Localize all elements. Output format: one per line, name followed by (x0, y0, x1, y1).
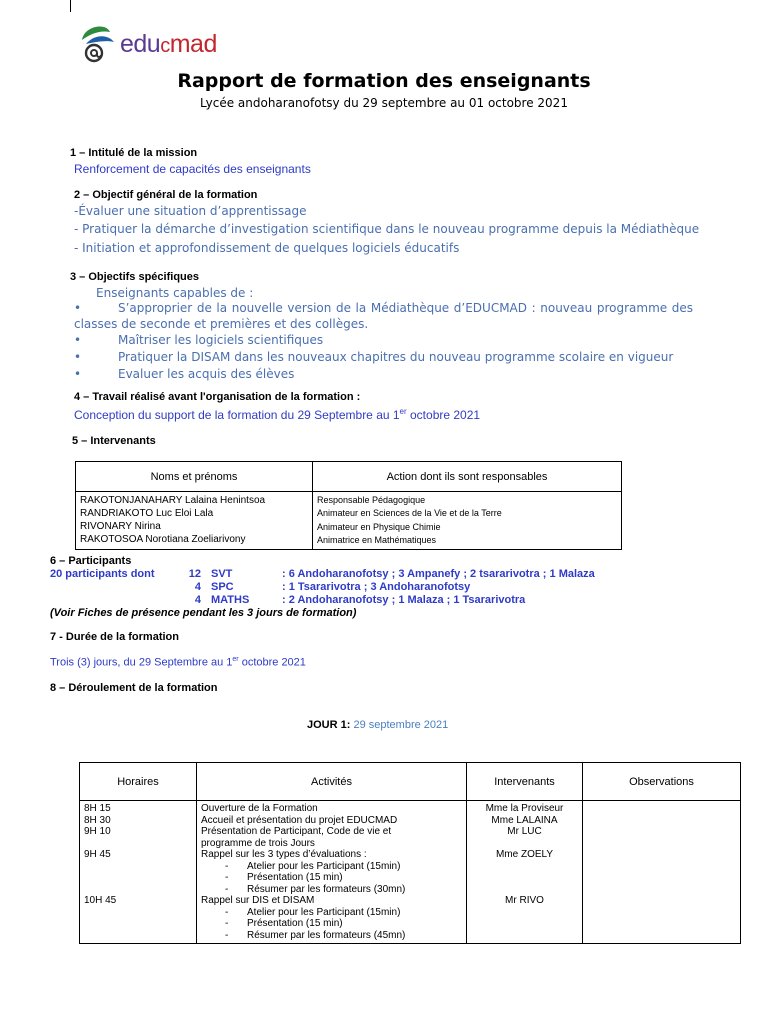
logo-part-mad: mad (169, 30, 217, 58)
schedule-header-row (80, 763, 741, 801)
activity-subitem-text: Résumer par les formateurs (30mn) (247, 883, 406, 895)
activity-dash: - (225, 883, 229, 895)
section-3-bullet-1: • (74, 301, 82, 315)
intervenant-action: Responsable Pédagogique (317, 495, 426, 505)
schedule-observations-cell (583, 801, 741, 944)
schedule-time (84, 838, 192, 850)
section-4-text-b: octobre 2021 (406, 408, 481, 422)
activity-subitem-text: Résumer par les formateurs (45mn) (247, 929, 406, 941)
schedule-time (84, 930, 192, 942)
intervenants-table (75, 461, 622, 550)
section-7-text (50, 656, 306, 669)
activity-dash: - (225, 872, 229, 883)
participants-detail-spc: : 1 Tsararivotra ; 3 Andoharanofotsy (282, 581, 471, 593)
document-subtitle: Lycée andoharanofotsy du 29 septembre au 01 octobre 2021 (200, 96, 568, 110)
intervenant-name: RANDRIAKOTO Luc Eloi Lala (80, 508, 214, 519)
schedule-col-observations: Observations (583, 763, 741, 801)
participants-subject-spc: SPC (211, 581, 234, 593)
activity-item: Ouverture de la Formation (201, 803, 318, 814)
intervenants-actions-cell (313, 492, 622, 550)
schedule-time (84, 861, 192, 873)
activity-subitem (201, 884, 462, 896)
intervenant-name: RAKOTOSOA Norotiana Zoeliarivony (80, 534, 246, 545)
activity-subitem-text: Présentation (15 min) (247, 872, 343, 883)
schedule-intervenant: Mme LALAINA (491, 814, 558, 826)
section-7-heading: 7 - Durée de la formation (50, 631, 179, 643)
section-3-item-1b: classes de seconde et premières et des collèges. (74, 317, 369, 331)
section-7-text-b: octobre 2021 (238, 656, 306, 669)
educmad-logo-icon (76, 22, 122, 68)
section-2-line-2: - Pratiquer la démarche d’investigation scientifique dans le nouveau programme depuis la Médiathèque (74, 222, 700, 236)
section-3-item-1a: S’approprier de la nouvelle version de la Médiathèque d’EDUCMAD : nouveau programme des (118, 301, 693, 315)
schedule-time (84, 918, 192, 930)
schedule-activities-cell (197, 801, 467, 944)
schedule-intervenant (471, 930, 578, 942)
activity-item: Accueil et présentation du projet EDUCMAD (201, 814, 398, 826)
activity-item: Rappel sur les 3 types d’évaluations : (201, 849, 367, 860)
section-3-heading: 3 – Objectifs spécifiques (70, 271, 199, 283)
section-8-heading: 8 – Déroulement de la formation (50, 682, 218, 694)
participants-detail-maths: : 2 Andoharanofotsy ; 1 Malaza ; 1 Tsararivotra (282, 594, 526, 606)
schedule-time (84, 872, 192, 884)
section-3-item-2: Maîtriser les logiciels scientifiques (118, 333, 324, 347)
section-7-text-a: Trois (3) jours, du 29 Septembre au 1 (50, 656, 233, 669)
schedule-time: 8H 15 (84, 803, 111, 814)
document-title: Rapport de formation des enseignants (177, 70, 591, 92)
activity-subitem (201, 861, 462, 873)
intervenants-body-row (76, 492, 622, 550)
section-4-heading: 4 – Travail réalisé avant l'organisation de la formation : (74, 391, 361, 403)
participants-count-svt: 12 (188, 568, 201, 580)
day-1-label (307, 719, 448, 731)
activity-subitem (201, 872, 462, 884)
schedule-body-row (80, 801, 741, 944)
section-4-sup: er (399, 407, 407, 416)
schedule-time (84, 884, 192, 896)
logo-wordmark (120, 30, 217, 59)
activity-dash: - (225, 918, 229, 929)
section-4-text-a: Conception du support de la formation du 29 Septembre au 1 (74, 408, 400, 422)
schedule-intervenant (471, 872, 578, 884)
intervenant-action: Animateur en Physique Chimie (317, 521, 441, 532)
section-2-line-3: - Initiation et approfondissement de quelques logiciels éducatifs (74, 241, 460, 255)
intervenant-action: Animateur en Sciences de la Vie et de la Terre (317, 508, 502, 519)
activity-item: Rappel sur DIS et DISAM (201, 895, 315, 906)
schedule-intervenant: Mr RIVO (505, 895, 544, 906)
section-3-intro: Enseignants capables de : (96, 286, 254, 300)
schedule-col-intervenants: Intervenants (467, 763, 583, 801)
activity-subitem (201, 930, 462, 942)
activity-dash: - (225, 860, 229, 872)
intervenant-name: RIVONARY Nirina (80, 521, 161, 532)
intervenants-header-row (76, 462, 622, 492)
section-4-text (74, 407, 480, 422)
logo-part-c: c (160, 35, 170, 57)
schedule-table (79, 762, 741, 944)
section-3-bullet-3: • (74, 350, 82, 364)
participants-total: 20 participants dont (50, 568, 155, 580)
activity-item: programme de trois Jours (201, 837, 315, 849)
activity-subitem (201, 907, 462, 919)
schedule-time: 10H 45 (84, 895, 117, 906)
participants-detail-svt: : 6 Andoharanofotsy ; 3 Ampanefy ; 2 tsararivotra ; 1 Malaza (282, 568, 595, 580)
section-7-sup: er (232, 656, 239, 663)
schedule-col-activites: Activités (197, 763, 467, 801)
schedule-time: 8H 30 (84, 814, 111, 826)
activity-subitem (201, 918, 462, 930)
section-3-item-4: Evaluer les acquis des élèves (118, 367, 295, 381)
intervenants-col-names: Noms et prénoms (76, 462, 313, 492)
activity-dash: - (225, 929, 229, 941)
activity-subitem-text: Présentation (15 min) (247, 918, 343, 929)
schedule-intervenant: Mr LUC (507, 826, 542, 837)
intervenants-names-cell (76, 492, 313, 550)
schedule-intervenant: Mme ZOELY (495, 849, 554, 860)
participants-note: (Voir Fiches de présence pendant les 3 jours de formation) (50, 607, 357, 619)
section-2-line-1: -Évaluer une situation d’apprentissage (74, 204, 307, 218)
participants-count-spc: 4 (194, 581, 201, 593)
activity-subitem-text: Atelier pour les Participant (15min) (247, 860, 401, 872)
section-5-heading: 5 – Intervenants (72, 435, 156, 447)
schedule-intervenant: Mme la Proviseur (485, 803, 564, 814)
schedule-intervenant (471, 918, 578, 930)
section-1-text: Renforcement de capacités des enseignants (74, 162, 311, 176)
day-1-date: 29 septembre 2021 (350, 719, 449, 731)
intervenants-col-actions: Action dont ils sont responsables (313, 462, 622, 492)
activity-dash: - (225, 906, 229, 918)
schedule-intervenant (471, 907, 578, 919)
activity-item: Présentation de Participant, Code de vie et (201, 826, 392, 837)
logo-part-edu: edu (120, 30, 161, 58)
schedule-time: 9H 45 (84, 849, 111, 860)
participants-count-maths: 4 (194, 594, 201, 606)
section-3-item-3: Pratiquer la DISAM dans les nouveaux chapitres du nouveau programme scolaire en vigueur (118, 350, 674, 364)
section-6-heading: 6 – Participants (50, 555, 132, 567)
schedule-intervenants-cell (467, 801, 583, 944)
text-cursor (70, 0, 71, 12)
section-3-bullet-4: • (74, 367, 82, 381)
intervenant-action: Animatrice en Mathématiques (317, 534, 437, 545)
schedule-col-horaires: Horaires (80, 763, 197, 801)
section-3-bullet-2: • (74, 333, 82, 347)
activity-subitem-text: Atelier pour les Participant (15min) (247, 906, 401, 918)
intervenant-name: RAKOTONJANAHARY Lalaina Henintsoa (80, 495, 266, 506)
schedule-intervenant (471, 838, 578, 850)
participants-subject-maths: MATHS (211, 594, 250, 606)
section-2-heading: 2 – Objectif général de la formation (74, 189, 258, 201)
schedule-time (84, 907, 192, 919)
schedule-time: 9H 10 (84, 826, 111, 837)
schedule-times-cell (80, 801, 197, 944)
day-1-label-text: JOUR 1: (307, 719, 351, 731)
schedule-intervenant (471, 861, 578, 873)
schedule-intervenant (471, 884, 578, 896)
section-1-heading: 1 – Intitulé de la mission (70, 147, 198, 159)
participants-subject-svt: SVT (211, 568, 233, 580)
